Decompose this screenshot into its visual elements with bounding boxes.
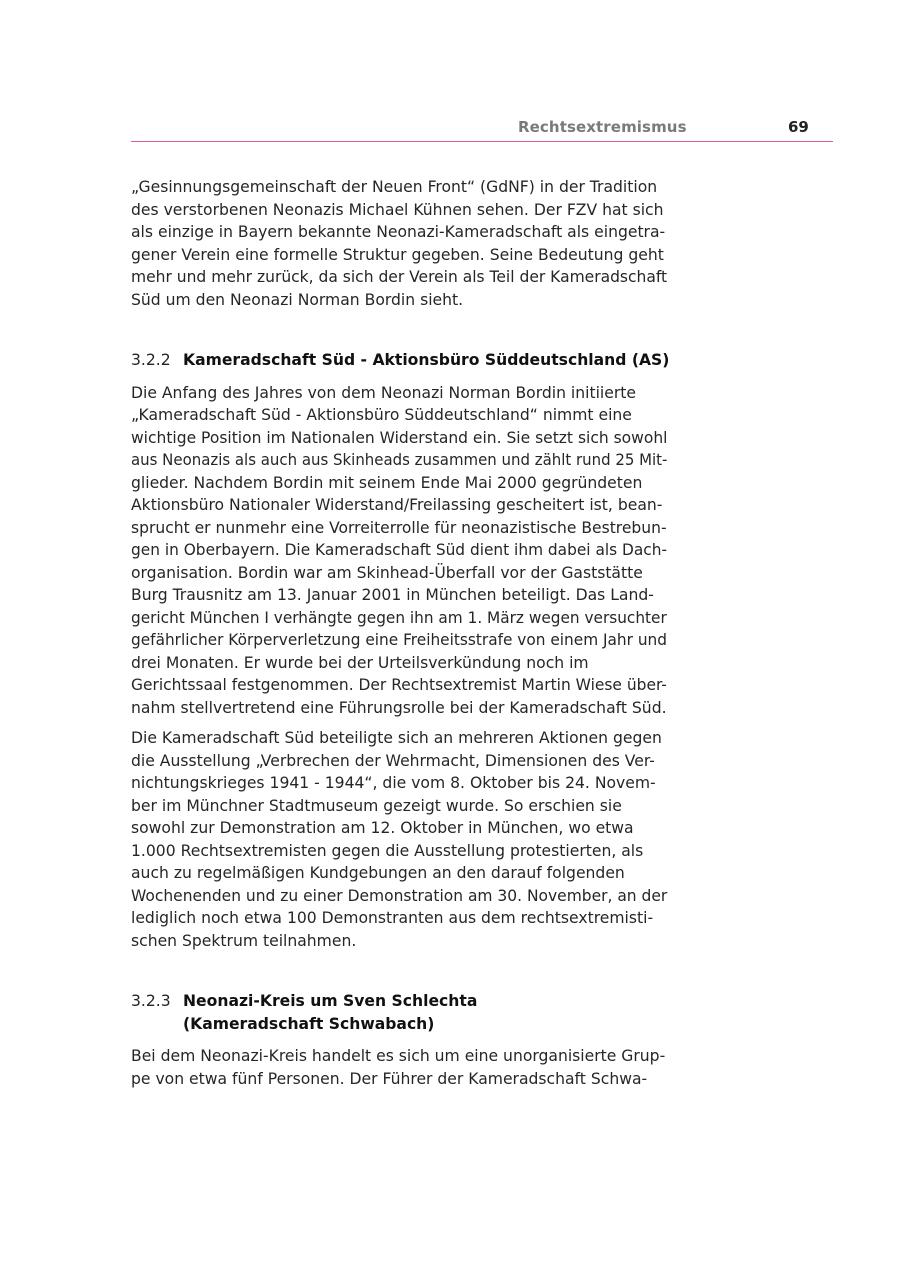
text-line: Die Kameradschaft Süd beteiligte sich an mehreren Aktionen gegen xyxy=(131,729,662,747)
text-line: sprucht er nunmehr eine Vorreiterrolle für neonazistische Bestrebun- xyxy=(131,518,667,537)
section-3-2-2-paragraph-1 xyxy=(131,382,667,720)
text-line: Wochenenden und zu einer Demonstration am 30. November, an der xyxy=(131,886,668,905)
page-body xyxy=(131,176,670,1098)
text-line: Süd um den Neonazi Norman Bordin sieht. xyxy=(131,290,464,309)
text-line: die Ausstellung „Verbrechen der Wehrmacht, Dimensionen des Ver- xyxy=(131,751,655,770)
section-heading-3-2-3 xyxy=(131,990,667,1035)
text-line: Die Anfang des Jahres von dem Neonazi Norman Bordin initiierte xyxy=(131,383,636,402)
text-line: lediglich noch etwa 100 Demonstranten aus dem rechtsextremisti- xyxy=(131,909,654,927)
text-line: drei Monaten. Er wurde bei der Urteilsverkündung noch im xyxy=(131,653,589,672)
text-line: organisation. Bordin war am Skinhead-Überfall vor der Gaststätte xyxy=(131,563,643,582)
text-line: des verstorbenen Neonazis Michael Kühnen sehen. Der FZV hat sich xyxy=(131,200,664,219)
text-line: aus Neonazis als auch aus Skinheads zusammen und zählt rund 25 Mit- xyxy=(131,451,668,469)
header-rule xyxy=(131,141,833,142)
text-line: Burg Trausnitz am 13. Januar 2001 in München beteiligt. Das Land- xyxy=(131,586,654,604)
text-line: gericht München I verhängte gegen ihn am 1. März wegen versuchter xyxy=(131,608,667,627)
text-line: als einzige in Bayern bekannte Neonazi-Kameradschaft als eingetra- xyxy=(131,223,666,241)
section-title-line: Kameradschaft Süd - Aktionsbüro Süddeutschland (AS) xyxy=(183,351,670,369)
section-heading-3-2-2 xyxy=(131,349,670,372)
text-line: auch zu regelmäßigen Kundgebungen an den darauf folgenden xyxy=(131,864,625,882)
text-line: „Kameradschaft Süd - Aktionsbüro Süddeutschland“ nimmt eine xyxy=(131,406,632,424)
text-line: nichtungskrieges 1941 - 1944“, die vom 8. Oktober bis 24. Novem- xyxy=(131,774,656,792)
text-line: pe von etwa fünf Personen. Der Führer der Kameradschaft Schwa- xyxy=(131,1069,648,1088)
intro-paragraph xyxy=(131,176,667,311)
text-line: gen in Oberbayern. Die Kameradschaft Süd dient ihm dabei als Dach- xyxy=(131,541,667,559)
page-number: 69 xyxy=(788,118,809,136)
text-line: wichtige Position im Nationalen Widerstand ein. Sie setzt sich sowohl xyxy=(131,428,668,447)
text-line: Gerichtssaal festgenommen. Der Rechtsextremist Martin Wiese über- xyxy=(131,676,667,694)
text-line: nahm stellvertretend eine Führungsrolle bei der Kameradschaft Süd. xyxy=(131,698,667,717)
text-line: Bei dem Neonazi-Kreis handelt es sich um eine unorganisierte Grup- xyxy=(131,1047,666,1065)
text-line: ber im Münchner Stadtmuseum gezeigt wurde. So erschien sie xyxy=(131,796,622,815)
text-line: 1.000 Rechtsextremisten gegen die Ausstellung protestierten, als xyxy=(131,841,644,860)
text-line: schen Spektrum teilnahmen. xyxy=(131,931,357,950)
text-line: gener Verein eine formelle Struktur gegeben. Seine Bedeutung geht xyxy=(131,245,664,264)
section-title xyxy=(183,990,477,1035)
text-line: Aktionsbüro Nationaler Widerstand/Freilassing gescheitert ist, bean- xyxy=(131,496,663,514)
text-line: „Gesinnungsgemeinschaft der Neuen Front“ (GdNF) in der Tradition xyxy=(131,178,658,196)
text-line: glieder. Nachdem Bordin mit seinem Ende Mai 2000 gegründeten xyxy=(131,473,643,492)
section-number: 3.2.3 xyxy=(131,992,171,1010)
section-3-2-2-paragraph-2 xyxy=(131,727,667,952)
text-line: mehr und mehr zurück, da sich der Verein als Teil der Kameradschaft xyxy=(131,268,668,286)
section-title-line: Neonazi-Kreis um Sven Schlechta xyxy=(183,992,478,1010)
section-title xyxy=(183,349,669,372)
section-title-line: (Kameradschaft Schwabach) xyxy=(183,1014,435,1033)
text-line: gefährlicher Körperverletzung eine Freiheitsstrafe von einem Jahr und xyxy=(131,631,668,649)
section-3-2-3-paragraph-1 xyxy=(131,1045,667,1090)
running-header-title: Rechtsextremismus xyxy=(518,118,687,136)
section-number: 3.2.2 xyxy=(131,351,171,369)
text-line: sowohl zur Demonstration am 12. Oktober in München, wo etwa xyxy=(131,819,634,837)
